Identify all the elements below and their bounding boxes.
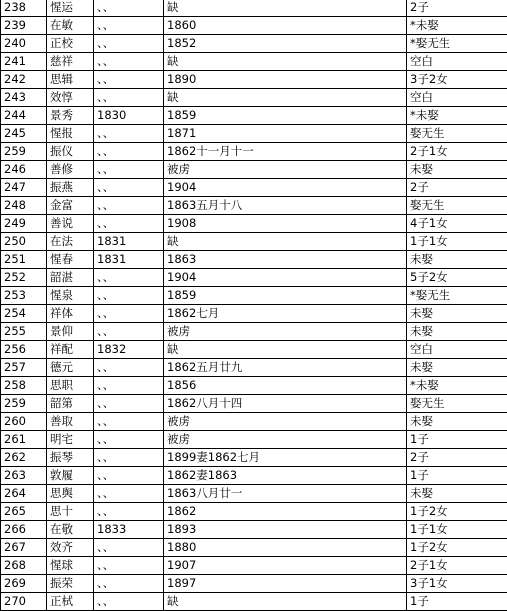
- cell-number: 252: [1, 269, 47, 287]
- cell-death: 1863五月十八: [164, 197, 407, 215]
- cell-number: 248: [1, 197, 47, 215]
- cell-issue: 4子1女: [407, 215, 507, 233]
- cell-birth: 1831: [94, 251, 164, 269]
- table-row: [1, 503, 507, 521]
- cell-death: 1907: [164, 557, 407, 575]
- cell-birth: 、、: [94, 269, 164, 287]
- cell-name: 振荣: [47, 575, 94, 593]
- cell-name: 明宅: [47, 431, 94, 449]
- cell-name: 惺泉: [47, 287, 94, 305]
- table-row: [1, 251, 507, 269]
- table-row: [1, 341, 507, 359]
- cell-birth: 、、: [94, 395, 164, 413]
- cell-birth: 、、: [94, 323, 164, 341]
- table-row: [1, 359, 507, 377]
- table-row: [1, 269, 507, 287]
- cell-number: 242: [1, 71, 47, 89]
- table-body: [1, 0, 507, 611]
- cell-issue: 未娶: [407, 251, 507, 269]
- table-row: [1, 521, 507, 539]
- cell-birth: 、、: [94, 143, 164, 161]
- cell-birth: 、、: [94, 305, 164, 323]
- cell-name: 振琴: [47, 449, 94, 467]
- cell-birth: 、、: [94, 359, 164, 377]
- cell-birth: 、、: [94, 215, 164, 233]
- cell-name: 正校: [47, 35, 94, 53]
- table-row: [1, 467, 507, 485]
- cell-birth: 、、: [94, 485, 164, 503]
- cell-issue: 5子2女: [407, 269, 507, 287]
- cell-name: 思舆: [47, 485, 94, 503]
- cell-birth: 、、: [94, 17, 164, 35]
- cell-number: 255: [1, 323, 47, 341]
- cell-issue: 1子2女: [407, 503, 507, 521]
- cell-name: 韶湛: [47, 269, 94, 287]
- table-row: [1, 215, 507, 233]
- table-row: [1, 233, 507, 251]
- table-row: [1, 413, 507, 431]
- cell-number: 246: [1, 161, 47, 179]
- cell-issue: 2子: [407, 179, 507, 197]
- table-row: [1, 197, 507, 215]
- cell-name: 金富: [47, 197, 94, 215]
- cell-birth: 、、: [94, 539, 164, 557]
- cell-number: 263: [1, 467, 47, 485]
- cell-issue: 空白: [407, 89, 507, 107]
- cell-issue: 3子2女: [407, 71, 507, 89]
- cell-name: 慈祥: [47, 53, 94, 71]
- cell-death: 1880: [164, 539, 407, 557]
- cell-death: 缺: [164, 233, 407, 251]
- table-row: [1, 143, 507, 161]
- cell-name: 惺球: [47, 557, 94, 575]
- cell-name: 善取: [47, 413, 94, 431]
- cell-birth: 1831: [94, 233, 164, 251]
- cell-issue: *未娶: [407, 107, 507, 125]
- cell-birth: 、、: [94, 197, 164, 215]
- cell-death: 1860: [164, 17, 407, 35]
- table-row: [1, 53, 507, 71]
- cell-number: 253: [1, 287, 47, 305]
- cell-number: 268: [1, 557, 47, 575]
- cell-birth: 、、: [94, 287, 164, 305]
- cell-issue: *娶无生: [407, 287, 507, 305]
- cell-name: 效惇: [47, 89, 94, 107]
- cell-birth: 、、: [94, 53, 164, 71]
- cell-name: 惺运: [47, 0, 94, 17]
- table-row: [1, 161, 507, 179]
- cell-death: 1893: [164, 521, 407, 539]
- cell-death: 1859: [164, 287, 407, 305]
- cell-death: 1862八月十四: [164, 395, 407, 413]
- cell-number: 238: [1, 0, 47, 17]
- cell-name: 思职: [47, 377, 94, 395]
- cell-number: 270: [1, 593, 47, 611]
- cell-birth: 、、: [94, 161, 164, 179]
- cell-number: 251: [1, 251, 47, 269]
- cell-name: 思十: [47, 503, 94, 521]
- cell-death: 1859: [164, 107, 407, 125]
- cell-number: 257: [1, 359, 47, 377]
- table-row: [1, 575, 507, 593]
- cell-birth: 、、: [94, 413, 164, 431]
- cell-number: 239: [1, 17, 47, 35]
- cell-issue: 1子2女: [407, 539, 507, 557]
- table-row: [1, 593, 507, 611]
- cell-death: 1908: [164, 215, 407, 233]
- table-row: [1, 287, 507, 305]
- cell-issue: 1子1女: [407, 521, 507, 539]
- table-row: [1, 107, 507, 125]
- cell-issue: 1子: [407, 431, 507, 449]
- cell-number: 269: [1, 575, 47, 593]
- cell-issue: 1子: [407, 593, 507, 611]
- cell-number: 259: [1, 395, 47, 413]
- cell-death: 缺: [164, 89, 407, 107]
- cell-number: 244: [1, 107, 47, 125]
- cell-name: 惺春: [47, 251, 94, 269]
- cell-birth: 、、: [94, 575, 164, 593]
- cell-name: 振燕: [47, 179, 94, 197]
- cell-birth: 、、: [94, 431, 164, 449]
- table-row: [1, 539, 507, 557]
- cell-death: 被虏: [164, 323, 407, 341]
- cell-death: 1904: [164, 269, 407, 287]
- cell-name: 在法: [47, 233, 94, 251]
- cell-death: 1862: [164, 503, 407, 521]
- cell-name: 善修: [47, 161, 94, 179]
- cell-death: 1863: [164, 251, 407, 269]
- cell-death: 1871: [164, 125, 407, 143]
- cell-birth: 、、: [94, 593, 164, 611]
- cell-death: 缺: [164, 53, 407, 71]
- cell-issue: 未娶: [407, 323, 507, 341]
- table-row: [1, 431, 507, 449]
- cell-name: 在敏: [47, 17, 94, 35]
- cell-birth: 、、: [94, 377, 164, 395]
- cell-death: 缺: [164, 0, 407, 17]
- cell-issue: 娶无生: [407, 125, 507, 143]
- cell-name: 祥配: [47, 341, 94, 359]
- cell-death: 1862五月廿九: [164, 359, 407, 377]
- cell-birth: 、、: [94, 71, 164, 89]
- cell-death: 缺: [164, 341, 407, 359]
- cell-issue: 2子1女: [407, 143, 507, 161]
- table-row: [1, 71, 507, 89]
- cell-death: 1863八月廿一: [164, 485, 407, 503]
- cell-issue: *未娶: [407, 377, 507, 395]
- cell-name: 德元: [47, 359, 94, 377]
- cell-name: 振仪: [47, 143, 94, 161]
- cell-issue: 未娶: [407, 161, 507, 179]
- table-row: [1, 179, 507, 197]
- cell-name: 善说: [47, 215, 94, 233]
- cell-number: 240: [1, 35, 47, 53]
- cell-name: 景秀: [47, 107, 94, 125]
- cell-number: 256: [1, 341, 47, 359]
- cell-name: 祥体: [47, 305, 94, 323]
- cell-death: 缺: [164, 593, 407, 611]
- cell-issue: *未娶: [407, 17, 507, 35]
- cell-issue: 娶无生: [407, 395, 507, 413]
- cell-number: 260: [1, 413, 47, 431]
- cell-name: 敦履: [47, 467, 94, 485]
- cell-number: 250: [1, 233, 47, 251]
- cell-death: 1904: [164, 179, 407, 197]
- cell-birth: 、、: [94, 89, 164, 107]
- cell-issue: 空白: [407, 341, 507, 359]
- cell-name: 效齐: [47, 539, 94, 557]
- cell-number: 264: [1, 485, 47, 503]
- cell-birth: 、、: [94, 503, 164, 521]
- cell-issue: 2子1女: [407, 557, 507, 575]
- cell-issue: *娶无生: [407, 35, 507, 53]
- cell-death: 被虏: [164, 161, 407, 179]
- cell-number: 254: [1, 305, 47, 323]
- table-row: [1, 17, 507, 35]
- table-row: [1, 125, 507, 143]
- cell-issue: 1子: [407, 467, 507, 485]
- cell-number: 243: [1, 89, 47, 107]
- cell-number: 265: [1, 503, 47, 521]
- cell-death: 1899妻1862七月: [164, 449, 407, 467]
- table-row: [1, 323, 507, 341]
- cell-name: 韶第: [47, 395, 94, 413]
- cell-number: 262: [1, 449, 47, 467]
- cell-death: 1862妻1863: [164, 467, 407, 485]
- table-row: [1, 395, 507, 413]
- cell-name: 思辑: [47, 71, 94, 89]
- cell-death: 1852: [164, 35, 407, 53]
- table-row: [1, 485, 507, 503]
- cell-birth: 、、: [94, 0, 164, 17]
- cell-birth: 、、: [94, 557, 164, 575]
- cell-issue: 2子: [407, 449, 507, 467]
- cell-birth: 、、: [94, 35, 164, 53]
- table-row: [1, 305, 507, 323]
- cell-name: 正栻: [47, 593, 94, 611]
- cell-death: 1856: [164, 377, 407, 395]
- cell-number: 267: [1, 539, 47, 557]
- cell-death: 1862七月: [164, 305, 407, 323]
- cell-issue: 娶无生: [407, 197, 507, 215]
- cell-issue: 1子1女: [407, 233, 507, 251]
- cell-birth: 、、: [94, 449, 164, 467]
- cell-birth: 1832: [94, 341, 164, 359]
- cell-issue: 2子: [407, 0, 507, 17]
- table-row: [1, 449, 507, 467]
- table-row: [1, 89, 507, 107]
- cell-death: 1890: [164, 71, 407, 89]
- cell-name: 景仰: [47, 323, 94, 341]
- cell-number: 261: [1, 431, 47, 449]
- cell-number: 241: [1, 53, 47, 71]
- cell-issue: 未娶: [407, 485, 507, 503]
- table-row: [1, 35, 507, 53]
- cell-birth: 、、: [94, 125, 164, 143]
- table-row: [1, 557, 507, 575]
- cell-number: 249: [1, 215, 47, 233]
- cell-birth: 、、: [94, 179, 164, 197]
- table-row: [1, 0, 507, 17]
- cell-number: 247: [1, 179, 47, 197]
- cell-birth: 1833: [94, 521, 164, 539]
- cell-name: 在敬: [47, 521, 94, 539]
- cell-birth: 1830: [94, 107, 164, 125]
- cell-issue: 未娶: [407, 305, 507, 323]
- cell-issue: 未娶: [407, 359, 507, 377]
- cell-issue: 3子1女: [407, 575, 507, 593]
- cell-number: 259: [1, 143, 47, 161]
- cell-issue: 空白: [407, 53, 507, 71]
- cell-death: 1862十一月十一: [164, 143, 407, 161]
- cell-name: 惺报: [47, 125, 94, 143]
- cell-number: 258: [1, 377, 47, 395]
- cell-death: 1897: [164, 575, 407, 593]
- cell-death: 被虏: [164, 431, 407, 449]
- cell-birth: 、、: [94, 467, 164, 485]
- cell-number: 245: [1, 125, 47, 143]
- table-row: [1, 377, 507, 395]
- cell-number: 266: [1, 521, 47, 539]
- cell-death: 被虏: [164, 413, 407, 431]
- cell-issue: 未娶: [407, 413, 507, 431]
